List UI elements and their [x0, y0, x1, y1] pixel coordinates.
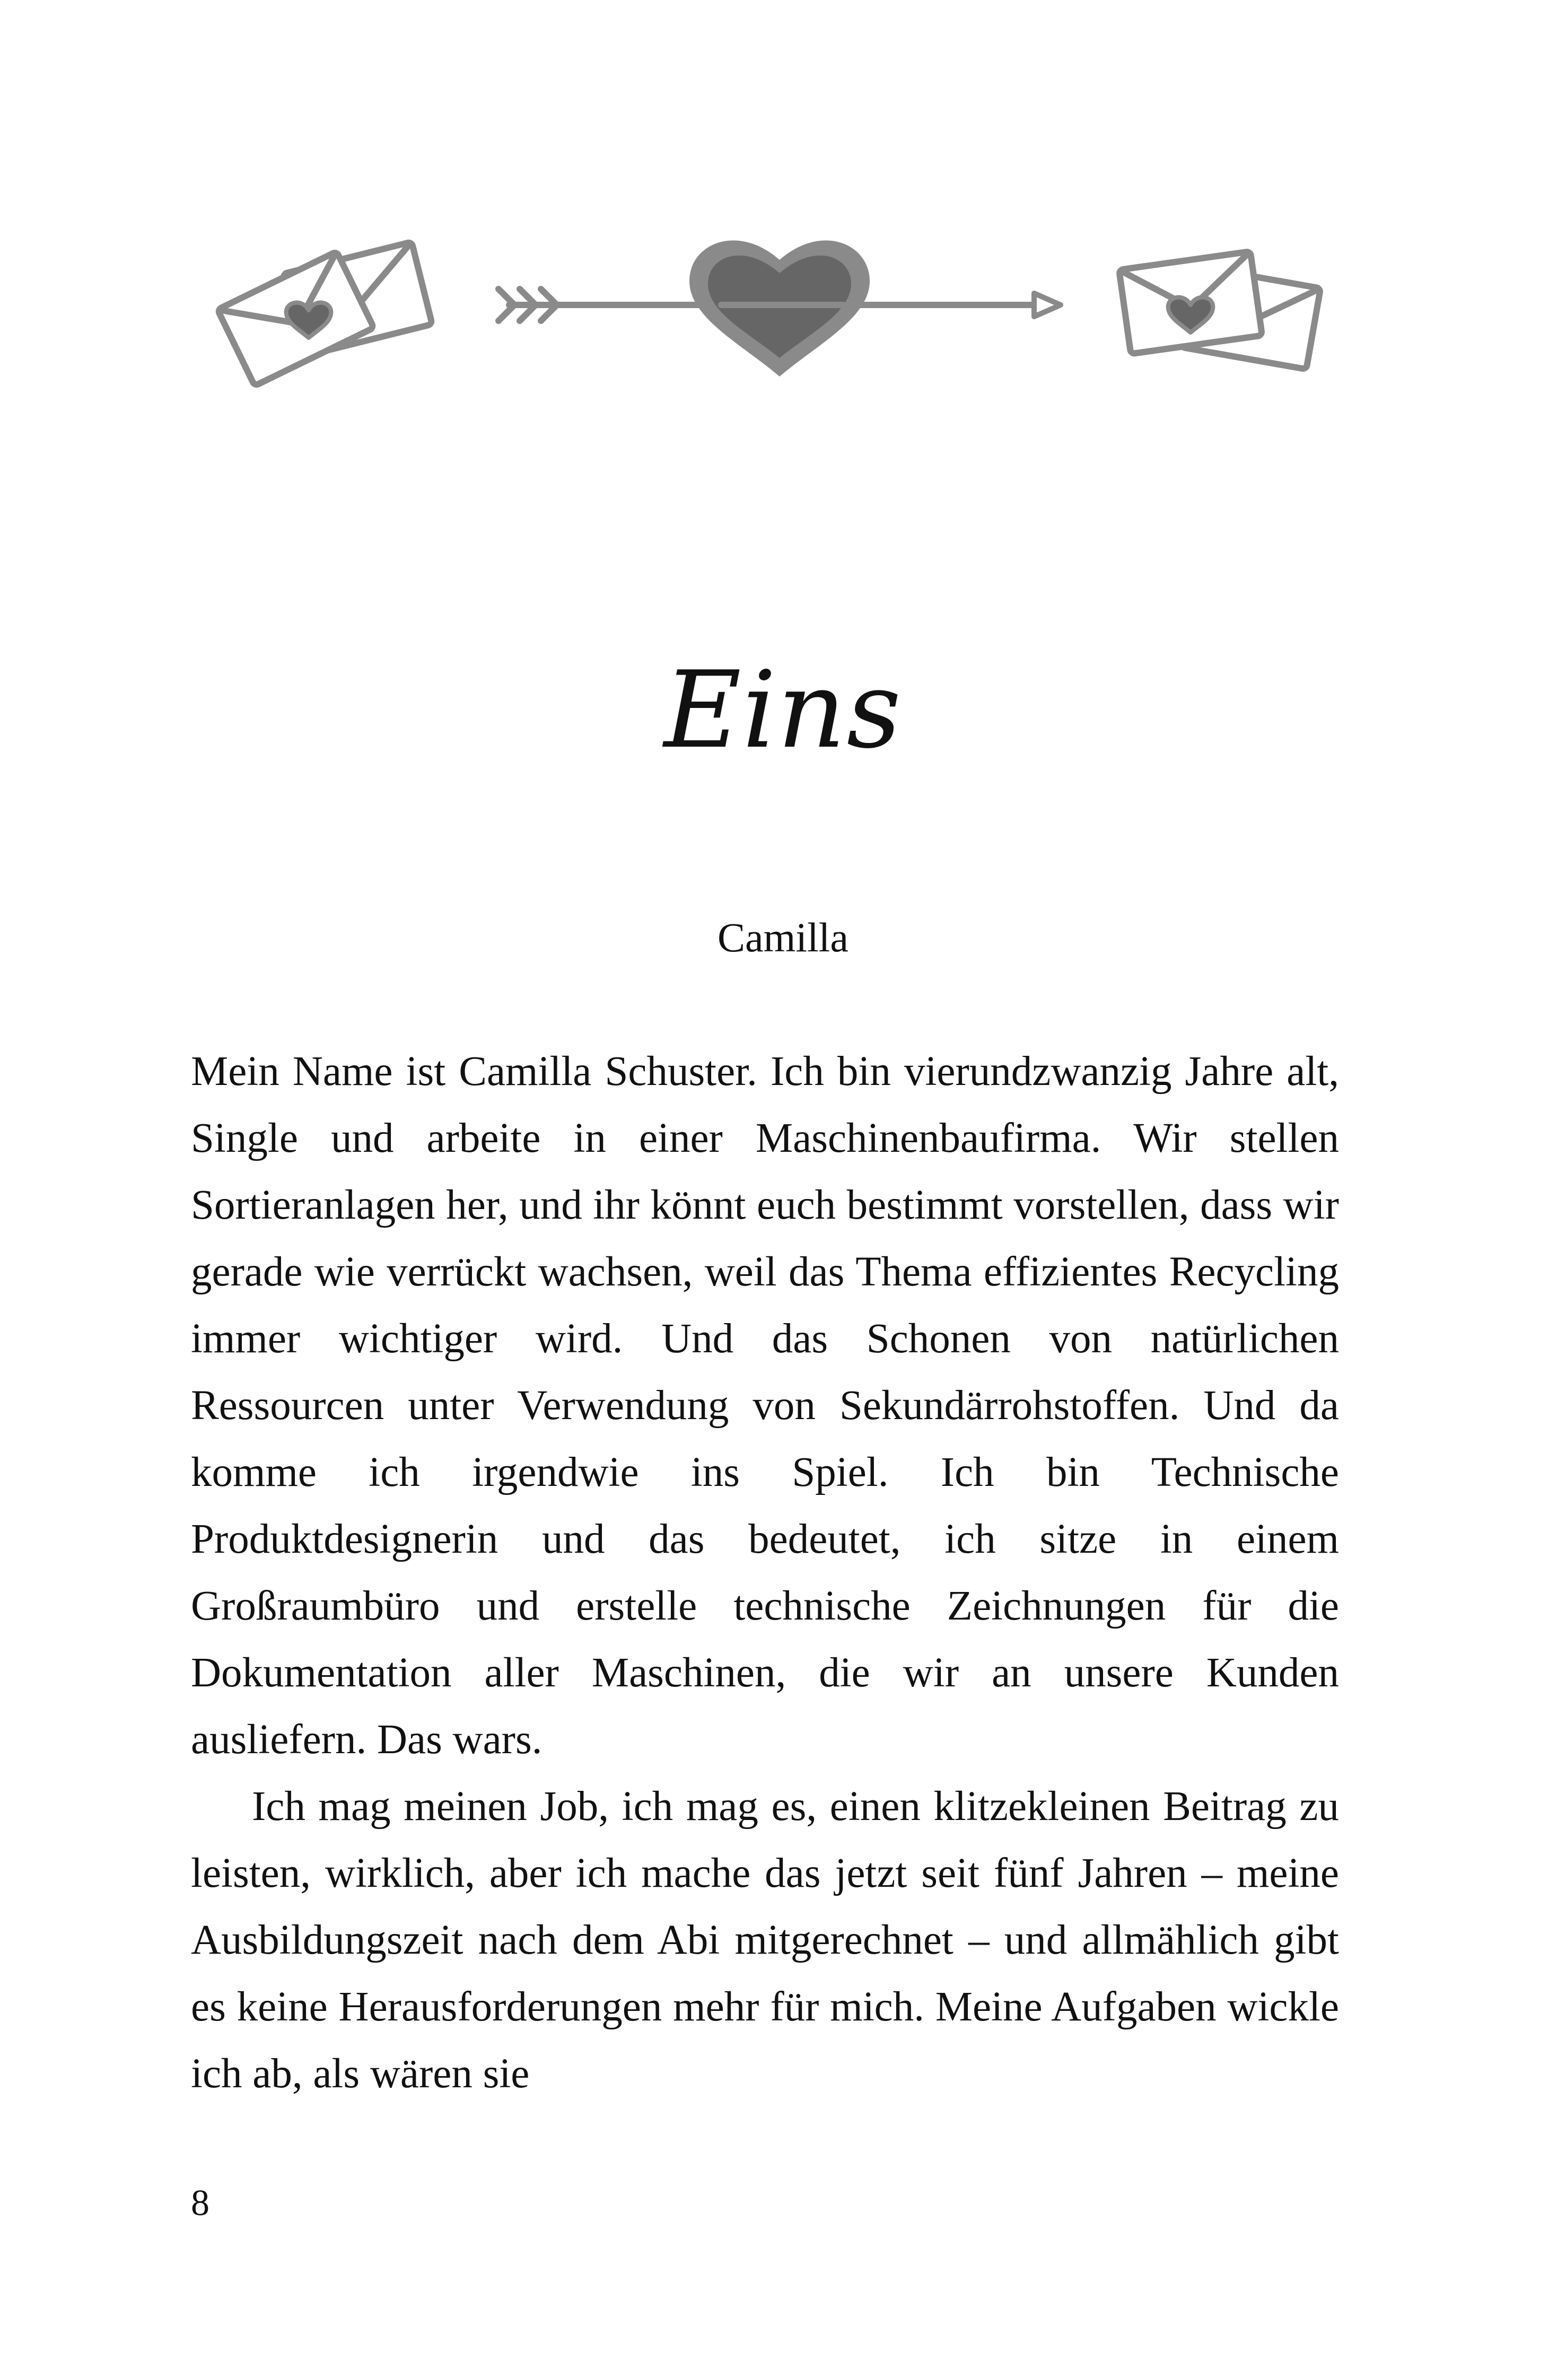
- paragraph: Ich mag meinen Job, ich mag es, einen klitzekleinen Beitrag zu leisten, wirklich, aber ich mache das jetzt seit fünf Jahren – meine Ausbildungszeit nach dem Abi mitgerechnet – und allmählich gibt es keine Herausforderungen mehr für mich. Meine Aufgaben wickle ich ab, als wären sie: [191, 1783, 1339, 2097]
- envelope-heart-icon: [217, 242, 432, 386]
- chapter-ornament: [212, 217, 1326, 392]
- chapter-title: Eins: [663, 649, 903, 772]
- arrow-through-heart-icon: [498, 240, 1061, 377]
- envelope-heart-icon: [1119, 251, 1320, 369]
- page-number: 8: [191, 2183, 209, 2224]
- body-text: [191, 1038, 1339, 2107]
- chapter-subtitle: Camilla: [718, 914, 848, 960]
- paragraph: Mein Name ist Camilla Schuster. Ich bin vierundzwanzig Jahre alt, Single und arbeite in einer Maschinenbaufirma. Wir stellen Sortieranlagen her, und ihr könnt euch bestimmt vorstellen, dass wir gerade wie verrückt wachsen, weil das Thema effizientes Recycling immer wichtiger wird. Und das Schonen von natürlichen Ressourcen unter Verwendung von Sekundärrohstoffen. Und da komme ich irgendwie ins Spiel. Ich bin Technische Produktdesignerin und das bedeutet, ich sitze in einem Großraumbüro und erstelle technische Zeichnungen für die Dokumentation aller Maschinen, die wir an unsere Kunden ausliefern. Das wars.: [191, 1048, 1339, 1763]
